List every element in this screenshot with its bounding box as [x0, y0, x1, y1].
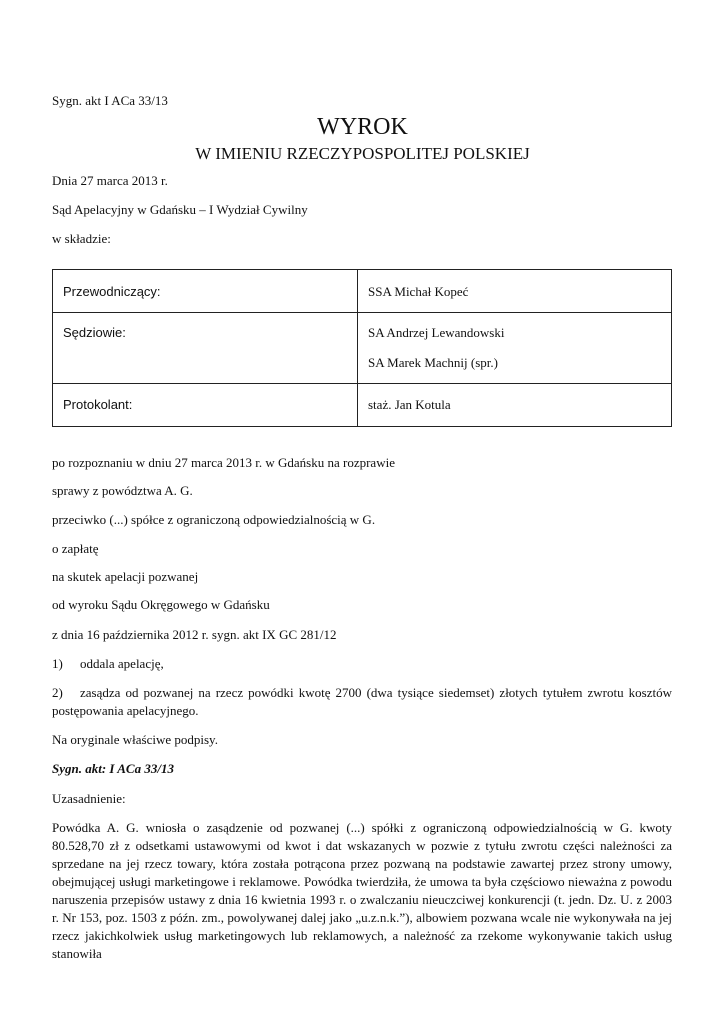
ruling-item-1: [52, 656, 164, 672]
body-line-4: o zapłatę: [52, 541, 99, 556]
body-line-2: sprawy z powództwa A. G.: [52, 483, 193, 498]
ruling-item-2-text: zasądza od pozwanej na rzecz powódki kwotę 2700 (dwa tysiące siedemset) złotych tytułem zwrotu kosztów postępowania apelacyjnego.: [52, 685, 672, 718]
court-line: Sąd Apelacyjny w Gdańsku – I Wydział Cywilny: [52, 202, 308, 217]
signatures-note: Na oryginale właściwe podpisy.: [52, 732, 218, 747]
document-subtitle: W IMIENIU RZECZYPOSPOLITEJ POLSKIEJ: [195, 144, 530, 163]
composition-row-chair: [53, 270, 672, 313]
justification-heading: Uzasadnienie:: [52, 791, 126, 806]
chair-label: Przewodniczący:: [53, 270, 358, 313]
body-line-7: z dnia 16 października 2012 r. sygn. akt IX GC 281/12: [52, 627, 337, 642]
body-line-5: na skutek apelacji pozwanej: [52, 569, 199, 584]
judges-cell: [358, 313, 672, 384]
composition-row-judges: [53, 313, 672, 384]
case-reference-2: Sygn. akt: I ACa 33/13: [52, 761, 174, 776]
ruling-item-1-number: 1): [52, 656, 63, 671]
composition-row-clerk: [53, 384, 672, 427]
composition-table: [52, 269, 672, 427]
body-line-6: od wyroku Sądu Okręgowego w Gdańsku: [52, 597, 270, 612]
ruling-item-2: [52, 684, 672, 720]
justification-paragraph: Powódka A. G. wniosła o zasądzenie od pozwanej (...) spółki z ograniczoną odpowiedzialnością w G. kwoty 80.528,70 zł z odsetkami ustawowymi od kwot i dat wskazanych w pozwie z tytułu zwrotu części należności za sprzedane na jej rzecz towary, która została potrącona przez pozwaną na podstawie zawartej przez strony umowy, obejmującej usługi marketingowe i reklamowe. Powódka twierdziła, że umowa ta była częściowo nieważna z powodu naruszenia przepisów ustawy z dnia 16 kwietnia 1993 r. o zwalczaniu nieuczciwej konkurencji (t. jedn. Dz. U. z 2003 r. Nr 153, poz. 1503 z późn. zm., powolywanej dalej jako „u.z.n.k.”), albowiem pozwana wcale nie wykonywała na jej rzecz jakichkolwiek usług marketingowych lub reklamowych, a należność za rzekome wykonywanie takich usług stanowiła: [52, 820, 672, 961]
judge-2-name: SA Marek Machnij (spr.): [368, 355, 498, 370]
ruling-item-1-text: oddala apelację,: [80, 656, 164, 671]
judges-label: Sędziowie:: [53, 313, 358, 384]
body-line-1: po rozpoznaniu w dniu 27 marca 2013 r. w Gdańsku na rozprawie: [52, 455, 395, 470]
judge-1-name: SA Andrzej Lewandowski: [368, 325, 505, 340]
clerk-name: staż. Jan Kotula: [358, 384, 672, 427]
ruling-item-2-number: 2): [52, 685, 63, 700]
document-title: WYROK: [317, 114, 408, 140]
body-line-3: przeciwko (...) spółce z ograniczoną odpowiedzialnością w G.: [52, 512, 376, 527]
case-reference: Sygn. akt I ACa 33/13: [52, 93, 168, 108]
date-line: Dnia 27 marca 2013 r.: [52, 173, 168, 188]
clerk-label: Protokolant:: [53, 384, 358, 427]
composition-intro: w składzie:: [52, 231, 111, 246]
chair-name: SSA Michał Kopeć: [358, 270, 672, 313]
